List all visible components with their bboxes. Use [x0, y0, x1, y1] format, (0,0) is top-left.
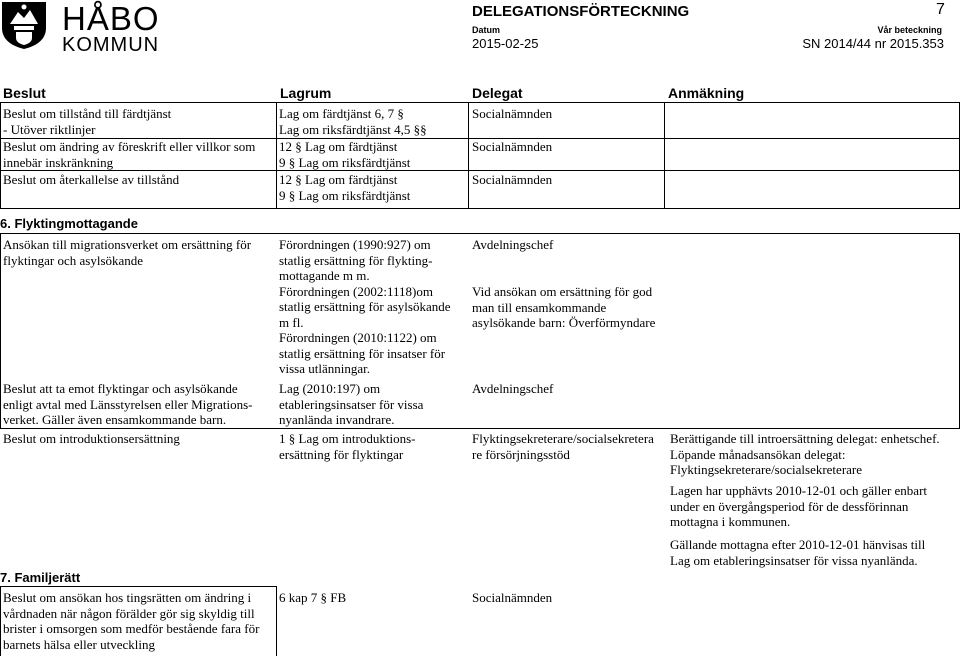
table-cell-delegat: Socialnämnden	[472, 139, 553, 154]
table-rule	[664, 102, 665, 208]
table-rule	[0, 233, 1, 428]
reference-value: SN 2014/44 nr 2015.353	[802, 36, 944, 51]
table-rule	[0, 170, 960, 171]
logo-subtitle: KOMMUN	[62, 34, 160, 56]
column-header-anmarkning: Anmäkning	[668, 85, 745, 101]
table-cell-anmarkning: Gällande mottagna efter 2010-12-01 hänvisas till Lag om etableringsinsatser för vissa nyanlända.	[670, 537, 926, 568]
page-number: 7	[936, 1, 945, 18]
table-cell-delegat: Flyktingsekreterare/socialsekretera re försörjningsstöd	[472, 431, 654, 462]
column-header-lagrum: Lagrum	[280, 85, 332, 101]
table-rule	[0, 102, 960, 103]
municipality-shield-logo	[0, 0, 48, 50]
reference-label: Vår beteckning	[877, 25, 942, 35]
table-cell-lagrum: Lag (2010:197) om etableringsinsatser för vissa nyanlända invandrare.	[279, 381, 424, 427]
table-rule	[0, 586, 1, 656]
table-cell-delegat: Socialnämnden	[472, 106, 553, 121]
table-cell-delegat: Avdelningschef	[472, 381, 554, 396]
table-rule	[276, 102, 277, 208]
table-cell-beslut: Beslut om återkallelse av tillstånd	[3, 172, 180, 187]
delegat-note: Vid ansökan om ersättning för god man till ensamkommande asylsökande barn: Överförmyndare	[472, 284, 656, 330]
table-cell-lagrum: Lag om färdtjänst 6, 7 § Lag om riksfärdtjänst 4,5 §§	[279, 106, 427, 137]
table-cell-beslut: Beslut att ta emot flyktingar och asylsökande enligt avtal med Länsstyrelsen eller Migrations- verket. Gäller även ensamkommande barn.	[3, 381, 253, 427]
section-heading-familjeratt: 7. Familjerätt	[0, 570, 81, 585]
date-label: Datum	[472, 25, 501, 35]
logo-wordmark: HÅBO	[62, 0, 160, 37]
table-cell-beslut: Beslut om introduktionsersättning	[3, 431, 180, 446]
table-rule	[0, 428, 960, 429]
table-rule	[468, 102, 469, 208]
column-header-delegat: Delegat	[472, 85, 523, 101]
date-value: 2015-02-25	[472, 36, 539, 51]
table-cell-anmarkning: Lagen har upphävts 2010-12-01 och gäller enbart under en övergångsperiod för de dessförinnan mottagna i kommunen.	[670, 483, 928, 529]
table-rule	[0, 233, 960, 234]
table-cell-lagrum: 12 § Lag om färdtjänst 9 § Lag om riksfärdtjänst	[279, 139, 411, 170]
table-rule	[0, 586, 276, 587]
table-cell-beslut: Beslut om tillstånd till färdtjänst - Utöver riktlinjer	[3, 106, 172, 137]
table-cell-beslut: Beslut om ansökan hos tingsrätten om ändring i vårdnaden när någon förälder gör sig skyldig till brister i omsorgen som medför bestående fara för barnets hälsa eller utveckling	[3, 590, 260, 652]
table-cell-delegat: Avdelningschef	[472, 237, 554, 252]
section-heading-flyktingmottagande: 6. Flyktingmottagande	[0, 216, 138, 231]
table-cell-delegat: Socialnämnden	[472, 590, 553, 605]
table-cell-anmarkning: Berättigande till introersättning delegat: enhetschef. Löpande månadsansökan delegat: Flyktingsekreterare/socialsekreterare	[670, 431, 940, 477]
table-rule	[276, 586, 277, 656]
table-cell-lagrum: 1 § Lag om introduktions- ersättning för flyktingar	[279, 431, 416, 462]
column-header-beslut: Beslut	[3, 85, 46, 101]
table-cell-delegat: Socialnämnden	[472, 172, 553, 187]
table-cell-lagrum: 12 § Lag om färdtjänst 9 § Lag om riksfärdtjänst	[279, 172, 411, 203]
table-cell-lagrum: Förordningen (1990:927) om statlig ersättning för flykting- mottagande m m. Förordningen (2002:1118)om statlig ersättning för asylsökande m fl. Förordningen (2010:1122) om statlig ersättning för insatser för vissa utlänningar.	[279, 237, 451, 376]
table-cell-lagrum: 6 kap 7 § FB	[279, 590, 347, 605]
table-cell-beslut: Ansökan till migrationsverket om ersättning för flyktingar och asylsökande	[3, 237, 252, 268]
table-rule	[0, 102, 1, 208]
table-cell-beslut: Beslut om ändring av föreskrift eller villkor som innebär inskränkning	[3, 139, 256, 170]
table-rule	[0, 208, 960, 209]
document-title: DELEGATIONSFÖRTECKNING	[472, 3, 690, 20]
